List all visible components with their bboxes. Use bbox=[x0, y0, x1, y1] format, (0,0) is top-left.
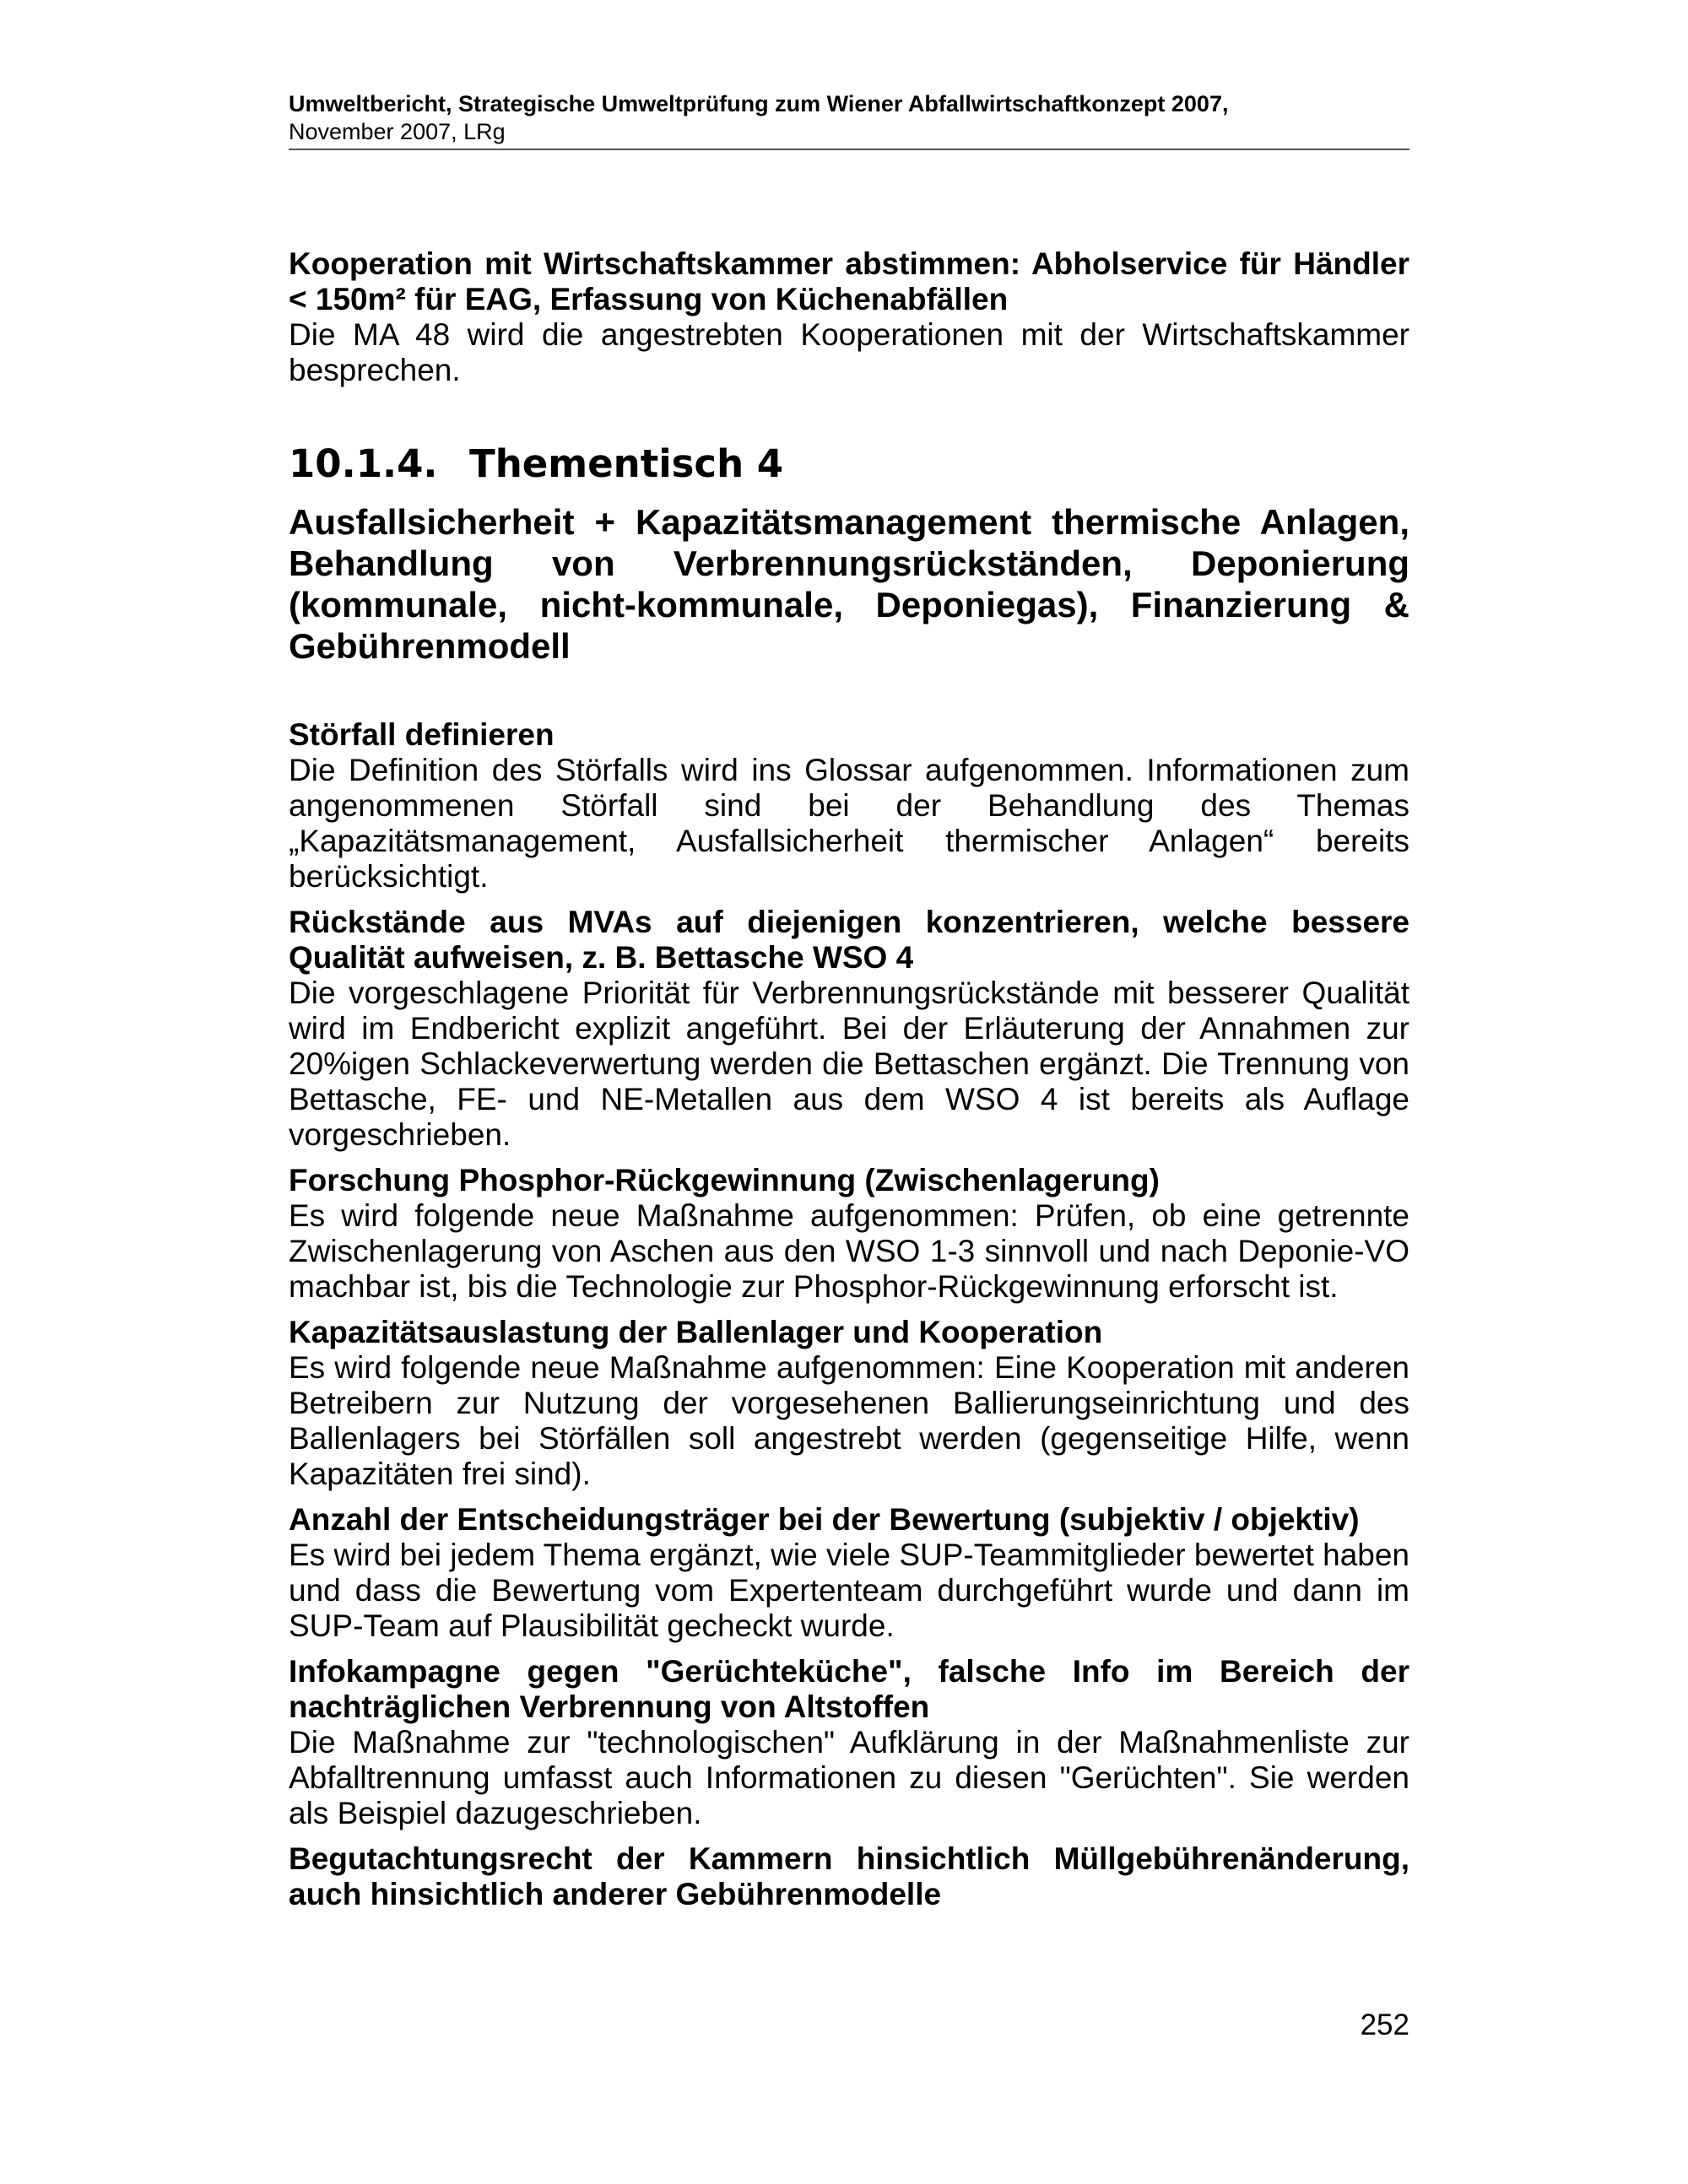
topic-heading: Kooperation mit Wirtschaftskammer abstimmen: Abholservice für Händler < 150m² für EAG, Erfassung von Küchenabfällen bbox=[289, 246, 1409, 316]
topic-heading: Rückstände aus MVAs auf diejenigen konzentrieren, welche bessere Qualität aufweisen, z. B. Bettasche WSO 4 bbox=[289, 905, 1409, 975]
topic-heading: Forschung Phosphor-Rückgewinnung (Zwischenlagerung) bbox=[289, 1163, 1160, 1197]
topic-block bbox=[289, 1654, 1409, 1831]
topic-body: Die MA 48 wird die angestrebten Kooperationen mit der Wirtschaftskammer besprechen. bbox=[289, 317, 1409, 387]
topic-heading: Infokampagne gegen "Gerüchteküche", falsche Info im Bereich der nachträglichen Verbrennung von Altstoffen bbox=[289, 1654, 1409, 1724]
topic-block bbox=[289, 1163, 1409, 1305]
topic-body: Es wird folgende neue Maßnahme aufgenommen: Prüfen, ob eine getrennte Zwischenlagerung von Aschen aus den WSO 1-3 sinnvoll und nach Deponie-VO machbar ist, bis die Technologie zur Phosphor-Rückgewinnung erforscht ist. bbox=[289, 1198, 1409, 1304]
section-number: 10.1.4. bbox=[289, 441, 438, 486]
topic-block bbox=[289, 246, 1409, 388]
section-heading bbox=[289, 439, 1409, 489]
topic-body: Es wird folgende neue Maßnahme aufgenommen: Eine Kooperation mit anderen Betreibern zur Nutzung der vorgesehenen Ballierungseinrichtung und des Ballenlagers bei Störfällen soll angestrebt werden (gegenseitige Hilfe, wenn Kapazitäten frei sind). bbox=[289, 1350, 1409, 1491]
header-date: November 2007, LRg bbox=[289, 119, 506, 144]
running-header bbox=[289, 89, 1409, 150]
topic-block bbox=[289, 1841, 1409, 1912]
topic-block bbox=[289, 1502, 1409, 1644]
page-content bbox=[289, 246, 1409, 1922]
topic-body: Die Definition des Störfalls wird ins Glossar aufgenommen. Informationen zum angenommenen Störfall sind bei der Behandlung des Themas „Kapazitätsmanagement, Ausfallsicherheit thermischer Anlagen“ bereits berücksichtigt. bbox=[289, 753, 1409, 894]
topic-heading: Begutachtungsrecht der Kammern hinsichtlich Müllgebührenänderung, auch hinsichtlich anderer Gebührenmodelle bbox=[289, 1841, 1409, 1911]
topic-body: Die vorgeschlagene Priorität für Verbrennungsrückstände mit besserer Qualität wird im Endbericht explizit angeführt. Bei der Erläuterung der Annahmen zur 20%igen Schlackeverwertung werden die Bettaschen ergänzt. Die Trennung von Bettasche, FE- und NE-Metallen aus dem WSO 4 ist bereits als Auflage vorgeschrieben. bbox=[289, 976, 1409, 1152]
page-number: 252 bbox=[1360, 2008, 1409, 2041]
topic-block bbox=[289, 717, 1409, 895]
topic-body: Es wird bei jedem Thema ergänzt, wie viele SUP-Teammitglieder bewertet haben und dass die Bewertung vom Expertenteam durchgeführt wurde und dann im SUP-Team auf Plausibilität gecheckt wurde. bbox=[289, 1538, 1409, 1643]
topic-block bbox=[289, 1315, 1409, 1492]
section-subtitle: Ausfallsicherheit + Kapazitätsmanagement thermische Anlagen, Behandlung von Verbrennungsrückständen, Deponierung (kommunale, nicht-kommunale, Deponiegas), Finanzierung & Gebührenmodell bbox=[289, 502, 1409, 666]
topic-block bbox=[289, 905, 1409, 1153]
header-title: Umweltbericht, Strategische Umweltprüfung zum Wiener Abfallwirtschaftkonzept 2007, bbox=[289, 91, 1229, 116]
topic-heading: Störfall definieren bbox=[289, 717, 555, 752]
topic-heading: Kapazitätsauslastung der Ballenlager und Kooperation bbox=[289, 1315, 1103, 1349]
section-title: Thementisch 4 bbox=[469, 441, 784, 486]
topic-heading: Anzahl der Entscheidungsträger bei der Bewertung (subjektiv / objektiv) bbox=[289, 1502, 1360, 1537]
topic-body: Die Maßnahme zur "technologischen" Aufklärung in der Maßnahmenliste zur Abfalltrennung umfasst auch Informationen zu diesen "Gerüchten". Sie werden als Beispiel dazugeschrieben. bbox=[289, 1725, 1409, 1830]
